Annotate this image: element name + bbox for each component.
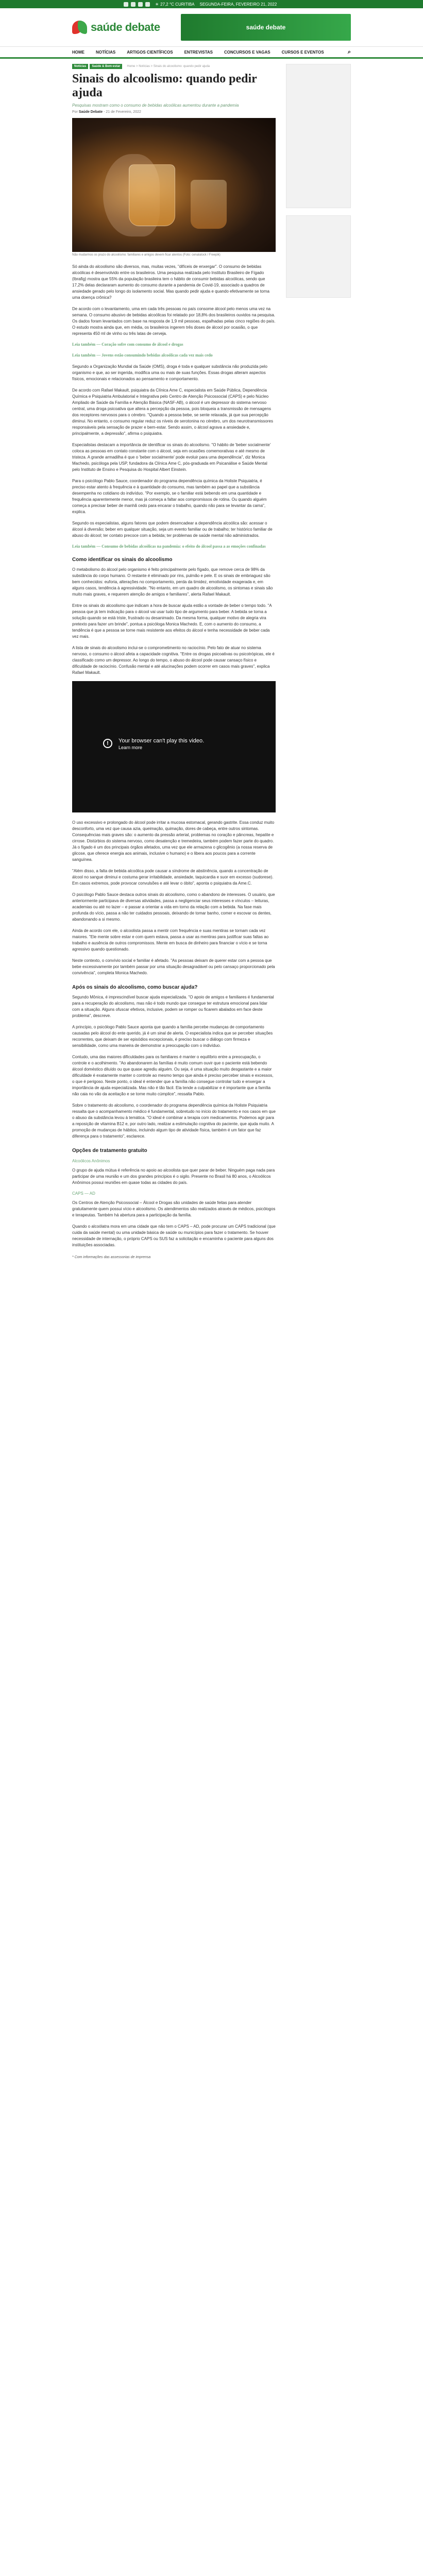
paragraph-8: O metabolismo do álcool pelo organismo é feito principalmente pelo fígado, que remove cerca de 98% da substância do corpo humano. O restante é eliminado por rins, pulmão e pele. E os sinais de embriaguez são bem conhecidos: euforia, alterações no comportamento, perda da timidez, emotividade exagerada e, em alguns casos, tendência à agressividade. "No entanto, em um quadro de alcoolismo, os sintomas e sinais são muito mais graves, e requerem atenção de amigos e familiares", alerta Rafael Makault. — [72, 567, 273, 597]
paragraph-13: O psicólogo Pablo Sauce destaca outros sinais do alcoolismo, como o abandono de interesses. O usuário, que anteriormente participava de diversas atividades, passa a negligenciar seus interesses e vínculos – leituras, academias ou até no lazer – e passar a orientar a vida em torno da relação com a bebida. Na fase mais profunda do vício, passa a não ter cuidados pessoais, deixando de tomar banho, comer e escovar os dentes, abandonando a si mesmo. — [72, 892, 275, 922]
paragraph-14: Ainda de acordo com ele, o alcoolista passa a mentir com frequência e suas mentiras se tornam cada vez maiores. "Ele mente sobre estar e com quem estava, passa a usar as mentiras para justificar suas faltas ao trabalho e ausência de outros compromissos. Mente em busca de dinheiro para financiar o vício e se torna agressivo quando questionado. — [72, 928, 269, 952]
paragraph-12: "Além disso, a falta de bebida alcoólica pode causar a síndrome de abstinência, quando a concentração de álcool no sangue diminui e costuma gerar irritabilidade, ansiedade, taquicardia e suor em excesso (sudorese). Em casos extremos, pode provocar convulsões e até levar o óbito", aponta o psiquiatra da Ame.C. — [72, 869, 274, 886]
caps-heading: CAPS — AD — [72, 1191, 95, 1196]
nav-item-concursos[interactable]: CONCURSOS E VAGAS — [224, 49, 270, 55]
article-main — [72, 64, 276, 1285]
paragraph-20: O grupo de ajuda mútua é referência no apoio ao alcoolista que quer parar de beber. Ninguém paga nada para participar de uma reunião e um dos grandes princípios é o sigilo. Presente no Brasil há 80 anos, o Alcoólicos Anônimos possui reuniões em quase todas as cidades do país. — [72, 1168, 275, 1185]
paragraph-4: De acordo com Rafael Makault, psiquiatra da Clínica Ame C, especialista em Saúde Pública, Dependência Química e Psiquiatria Ambulatorial e Integrativa pelo Centro de Atenção Psicossocial (CAPS) e pelo Núcleo Ampliado de Saúde da Família e Atenção Básica (NASF-AB), o álcool é um depressor do sistema nervoso central, uma droga psicoativa que altera a percepção da pessoa, pois bloqueia a transmissão de mensagens dos receptores nervosos para o cérebro. "Quando a pessoa bebe, se sente relaxada, já que sua percepção diminui. No entanto, o consumo regular reduz os níveis de serotonina no cérebro, um dos neurotransmissores responsáveis pela sensação de prazer e bem-estar. Sendo assim, o álcool agrava a ansiedade e, principalmente, a depressão", afirma o psiquiatra. — [72, 388, 273, 436]
nav-item-cursos[interactable]: CURSOS E EVENTOS — [281, 49, 324, 55]
facebook-icon[interactable] — [124, 2, 128, 7]
paragraph-22: Quando o alcoólatra mora em uma cidade que não tem o CAPS – AD, pode procurar um CAPS tradicional (que cuida da saúde mental) ou uma unidade básica de saúde ou municípios para fazer o tratamento. Se houver necessidade de internação, o próprio CAPS ou SUS faz a solicitação e encaminha o paciente para alguns dos instituições associadas. — [72, 1224, 276, 1247]
article-footnote: * Com informações das assessorias de imprensa — [72, 1256, 151, 1259]
paragraph-17: A princípio, o psicólogo Pablo Sauce aponta que quando a família percebe mudanças de comportamento causadas pelo álcool do ente querido, já é um sinal de alerta. O especialista indica que se perceber situações recorrentes, que deixam de ser episódios excepcionais, é preciso buscar o diálogo com firmeza e sensibilidade, como uma maneira de demonstrar a preocupação com o indivíduo. — [72, 1025, 273, 1048]
alert-icon: ! — [103, 739, 112, 748]
weather-icon: ☀ — [155, 2, 159, 7]
hero-caption: Não mudarmos os prazo do alcoolismo: familiares e amigos devem ficar atentos (Foto: cenalatock / Freepik) — [72, 253, 221, 257]
related-link-2[interactable]: Leia também — Jovens estão consumindo bebidas alcoólicas cada vez mais cedo — [72, 353, 213, 358]
header-banner-ad[interactable] — [181, 14, 351, 41]
top-bar — [0, 0, 423, 8]
aa-heading: Alcoólicos Anônimos — [72, 1159, 110, 1163]
article-date: 21 de Fevereiro, 2022 — [106, 110, 141, 114]
site-logo[interactable] — [72, 20, 160, 35]
sidebar-ad-1[interactable] — [286, 64, 351, 208]
video-error — [119, 738, 204, 750]
weather-text: 27,2 °C CURITIBA — [160, 2, 195, 7]
social-links — [124, 2, 150, 7]
paragraph-21: Os Centros de Atenção Psicossocial – Álcool e Drogas são unidades de saúde feitas para atender gratuitamente quem possui vício e alcoolismo. Os atendimentos são realizados através de médicos, psicólogos e terapeutas. Também há abertura para a participação da família. — [72, 1200, 276, 1217]
article-subtitle: Pesquisas mostram como o consumo de bebidas alcoólicas aumentou durante a pandemia — [72, 103, 239, 108]
heading-free-treatment: Opções de tratamento gratuito — [72, 1148, 147, 1154]
nav-item-noticias[interactable]: NOTÍCIAS — [96, 49, 116, 55]
instagram-icon[interactable] — [131, 2, 136, 7]
paragraph-18: Contudo, uma das maiores dificuldades para os familiares é manter o equilíbrio entre a preocupação, o controle e o acolhimento. "Ao abandonarem às famílias é muito comum ouvir que o paciente está bebendo álcool doméstico diluído ou que quase agrediu alguém. Ou seja, é uma situação muito desgastante e a maior dificuldade é exatamente manter o controle ao mesmo tempo que ainda é preciso perceber sinais e excessos, o que é perigoso. Neste ponto, o ideal é entender que a família não consegue controlar tudo e enxergar a importância de ajuda especializada. Mas não é tão fácil. Ela tende a culpabilizar e é importante que a família não caia no vão da aceitação e se torne muito cúmplice", ressalta Pablo. — [72, 1055, 274, 1096]
paragraph-1: Só ainda do alcoolismo são diversos, mas, muitas vezes, "difíceis de enxergar". O consumo de bebidas alcoólicas é desenvolvido entre os brasileiros. Uma pesquisa realizada pelo Instituto Brasileiro de Fígado (Ibrafig) mostra que 55% da população brasileira tem o hábito de consumir bebidas alcoólicas, sendo que 17,2% delas declararam aumento do consumo durante a pandemia de Covid-19, associado a quadros de ansiedade gerado pelo longo do isolamento social. Mas quando pedir ajuda e quando efetivamente se torna uma doença crônica? — [72, 264, 269, 300]
breadcrumb: Home > Notícias > Sinais do alcoolismo: quando pedir ajuda — [127, 65, 210, 68]
byline-label: Por — [72, 110, 78, 114]
video-error-message: Your browser can't play this video. — [119, 738, 205, 744]
nav-item-entrevistas[interactable]: ENTREVISTAS — [184, 49, 213, 55]
page-wrapper — [0, 59, 423, 1285]
video-player[interactable] — [72, 681, 276, 812]
paragraph-5: Especialistas destacam a importância de identificar os sinais do alcoolismo. "O hábito de 'beber socialmente' coloca as pessoas em contato constante com o álcool, seja em ocasiões comemorativas e até mesmo de tristeza. A grande armadilha é que o 'beber socialmente' pode evoluir para uma dependência", diz Monica Machedo, psicóloga pela USP, fundadora da Clínica Ame C, pós-graduada em Psicanálise e Saúde Mental pelo Instituto de Ensino e Pesquisa do Hospital Albert Einstein. — [72, 443, 271, 472]
paragraph-15: Neste contexto, o convívio social e familiar é afetado. "As pessoas deixam de querer estar com a pessoa que bebe excessivamente por também passar por uma situação desagradável ou pelo cansaço proporcionado pela convivência", completa Monica Machedo. — [72, 958, 275, 975]
nav-item-home[interactable]: HOME — [72, 49, 84, 55]
youtube-icon[interactable] — [145, 2, 150, 7]
category-badge-noticias[interactable]: Notícias — [72, 64, 88, 69]
current-date: SEGUNDA-FEIRA, FEVEREIRO 21, 2022 — [199, 2, 277, 7]
twitter-icon[interactable] — [138, 2, 143, 7]
paragraph-10: A lista de sinais do alcoolismo inclui-se o comprometimento no raciocínio. Pelo fato de atuar no sistema nervoso, o consumo o álcool afeta a capacidade cognitiva. "Entre os drogas psicoativas ou psicotrópicas, ele é classificado como um depressor. Ao longo do tempo, o abuso do álcool pode causar cansaço físico e dificuldade de raciocínio. Confusão mental e até alucinações podem ocorrer em casos mais graves", explica Rafael Makault. — [72, 646, 275, 675]
video-learn-more-link[interactable]: Learn more — [119, 745, 143, 750]
logo-mark-icon — [72, 20, 88, 35]
heading-seek-help: Após os sinais do alcoolismo, como buscar ajuda? — [72, 985, 198, 990]
article-title: Sinais do alcoolismo: quando pedir ajuda — [72, 72, 257, 99]
article-author[interactable]: Saúde Debate — [78, 110, 103, 114]
banner-text: saúde debate — [246, 24, 286, 31]
sidebar — [286, 64, 351, 1285]
nav-item-artigos[interactable]: ARTIGOS CIENTÍFICOS — [127, 49, 173, 55]
paragraph-11: O uso excessivo e prolongado do álcool pode irritar a mucosa estomacal, gerando gastrite. Essa conduz muito desconforto, uma vez que causa azia, queimação, quimação, dores de cabeça, entre outros sintomas. Consequências mais graves são: o aumento da pressão arterial, problemas no coração e pâncreas, hepatite e cirrose. Distúrbios do sistema nervoso, como desatenção e tremedeira, também podem fazer parte do quadro. Já o fígado é um dos principais órgãos afetados, uma vez que ele armazena o glicogênio (a nossa reserva de glicose, que oferece energia aos animais, inclusive o humano) e o libera aos poucos para a corrente sanguínea. — [72, 820, 275, 862]
article-byline: Por Saúde Debate - 21 de Fevereiro, 2022 — [72, 110, 141, 114]
paragraph-6: Para o psicólogo Pablo Sauce, coordenador do programa dependência química da Holiste Psiquiatria, é preciso estar atento à frequência e à quantidade do consumo, mas também ao papel que a substância desempenha no cotidiano do indivíduo. "Por exemplo, se o familiar está bebendo em uma quantidade e frequência aparentemente menor, mas já começa a faltar aos compromissos de rotina. Ou quando alguém começa a precisar beber de manhã cedo para encarar o trabalho, quando não para se levantar da cama", explica. — [72, 479, 267, 514]
article-categories — [72, 64, 276, 69]
search-icon[interactable]: ⌕ — [347, 48, 351, 55]
category-badge-saude[interactable]: Saúde & Bem-estar — [90, 64, 122, 69]
related-link-3[interactable]: Leia também — Consumo de bebidas alcoólicas na pandemia: o efeito do álcool passa a as emoções confinadas — [72, 544, 266, 549]
article-hero-image — [72, 118, 276, 252]
paragraph-3: Segundo a Organização Mundial da Saúde (OMS), droga é toda e qualquer substância não produzida pelo organismo e que, ao ser ingerida, modifica uma ou mais de suas funções. Essas drogas alteram aspectos físicos, emocionais e relacionados ao pensamento e comportamento. — [72, 364, 267, 381]
heading-identify: Como identificar os sinais do alcoolismo — [72, 557, 173, 563]
main-nav — [0, 46, 423, 59]
paragraph-9: Entre os sinais do alcoolismo que indicam a hora de buscar ajuda estão a vontade de beber o tempo todo. "A pessoa que já tem indicação para o álcool vai usar tudo tipo de argumento para beber. A bebida se torna a solução quando se está triste, frustrado ou desanimado. Da mesma forma, qualquer motivo de alegria vira pretexto para fazer um brinde", pontua a psicóloga Monica Machedo. E, com o aumento do consumo, a tendência é que a pessoa se torne mais resistente aos efeitos do álcool e tenha necessidade de beber cada vez mais. — [72, 603, 272, 639]
paragraph-19: Sobre o tratamento do alcoolismo, o coordenador do programa dependência química da Holiste Psiquiatria ressalta que o acompanhamento médico é fundamental, sobretudo no início do tratamento e nos casos em que o abuso da substância levou à temática. "O ideal é combinar a terapia com medicamentos. Podemos agir para a reposição de vitamina B12 e, por outro lado, realizar a estimulação cognitiva do paciente, que ajuda muito. A promoção de mudanças de hábitos, incluindo algum tipo de atividade física, também é um fator que faz diferença para o tratamento", esclarece. — [72, 1103, 276, 1139]
paragraph-16: Segundo Mônica, é imprescindível buscar ajuda especializada. "O apoio de amigos e familiares é fundamental para a recuperação do alcoolismo, mas não é todo mundo que consegue ter estrutura emocional para lidar com a situação. Alguns ofuscar efetivos, inclusive, podem se romper ou ficarem abalados em face deste problema", descreve. — [72, 995, 274, 1018]
logo-text: saúde debate — [91, 21, 160, 33]
sidebar-ad-2[interactable] — [286, 215, 351, 298]
related-link-1[interactable]: Leia também — Coração sofre com consumo de álcool e drogas — [72, 342, 183, 347]
weather-widget — [155, 2, 195, 7]
paragraph-2: De acordo com o levantamento, uma em cada três pessoas no país consome álcool pelo menos uma vez na semana. O consumo abusivo de bebidas alcoólicas foi relatado por 18,8% dos brasileiros ouvidos na pesquisa. Os dados foram levantados com base na resposta de 1,9 mil pessoas, espalhadas pelas cinco regiões do país. O estudo mostra ainda que, em média, os brasileiros ingerem três doses de álcool por ocasião, o que representa 450 ml de vinho ou três latas de cerveja. — [72, 307, 276, 336]
paragraph-7: Segundo os especialistas, alguns fatores que podem desencadear a dependência alcoólica são: acessar o álcool à diversão; beber em qualquer situação, seja um evento familiar ou de trabalho; ter histórico familiar de abuso do álcool; ter contato precoce com a bebida; ter problemas de saúde mental não administrados. — [72, 521, 273, 538]
site-header — [0, 8, 423, 46]
